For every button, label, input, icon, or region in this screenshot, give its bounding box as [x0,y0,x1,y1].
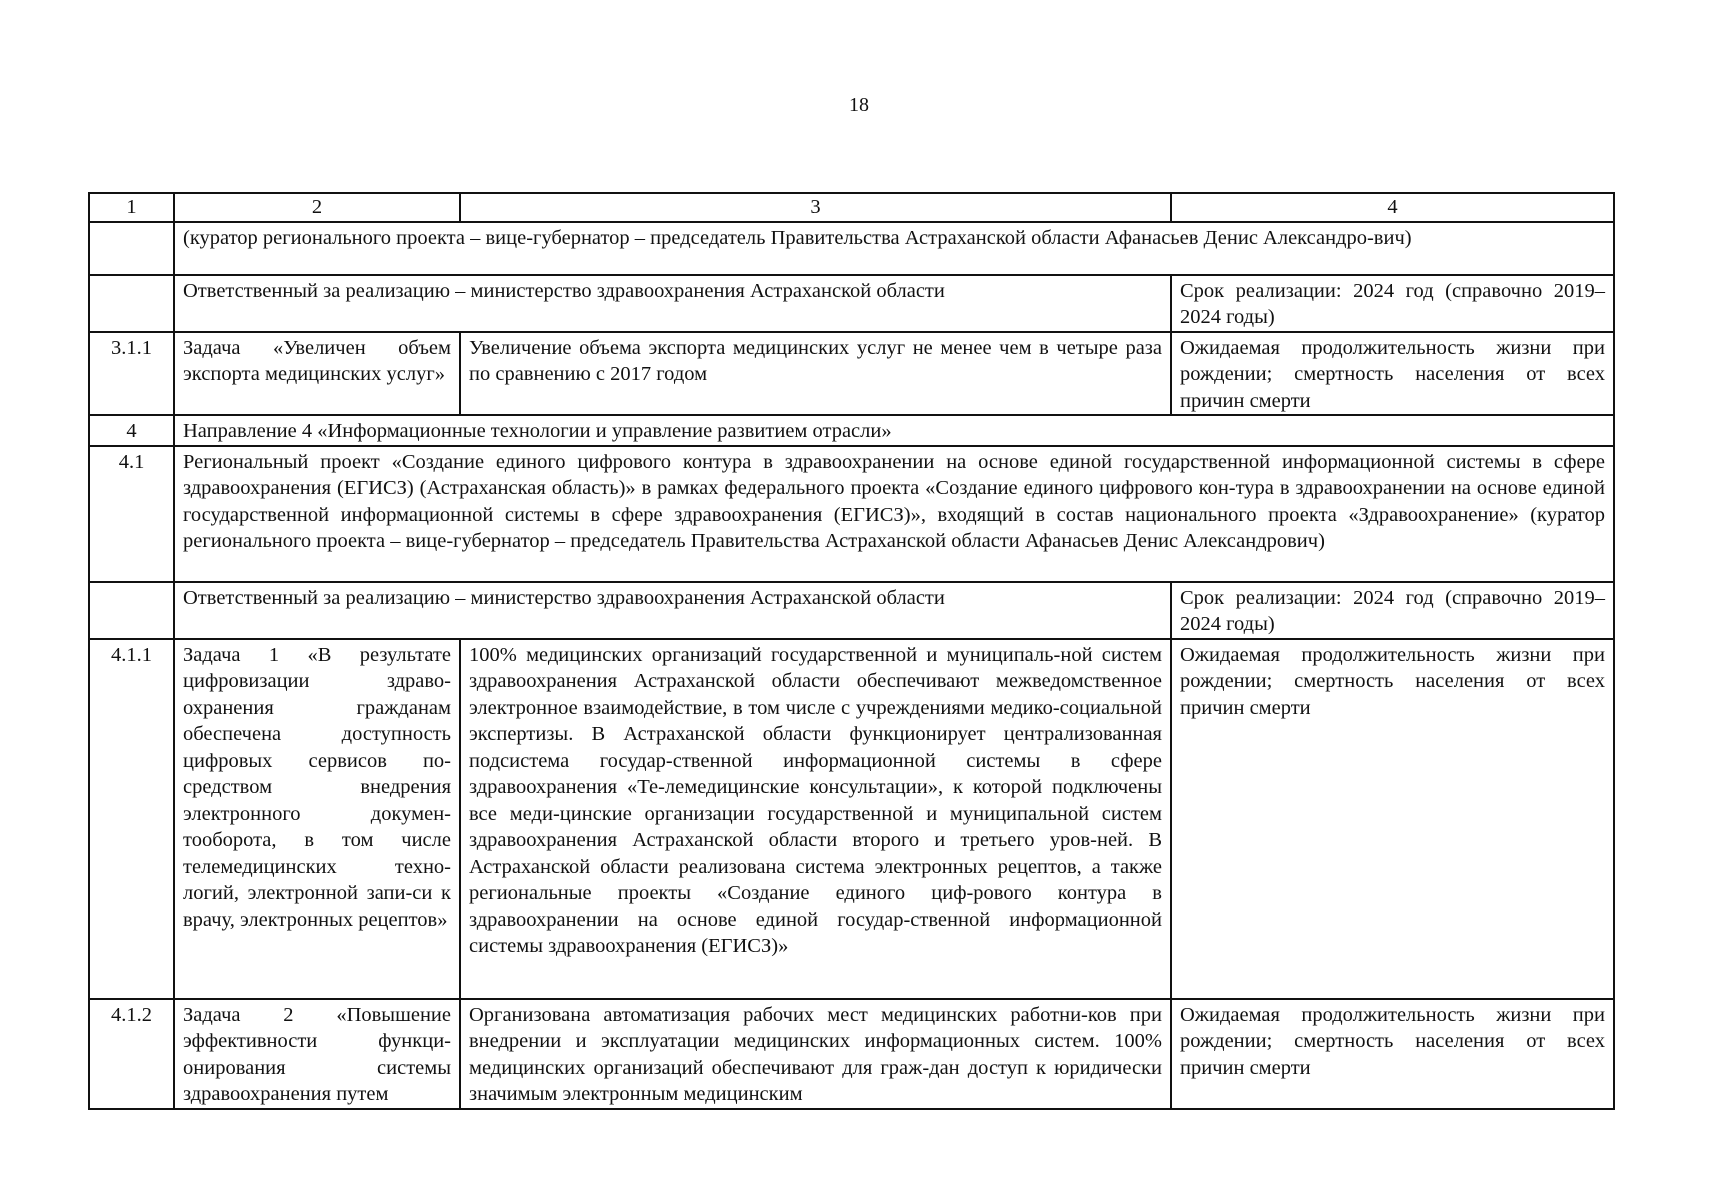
table-row [89,275,1614,332]
curator-text: (куратор регионального проекта – вице-губернатор – председатель Правительства Астраханской области Афанасьев Денис Александро-вич) [174,222,1614,275]
row-number [89,582,174,639]
result-text: 100% медицинских организаций государственной и муниципаль-ной систем здравоохранения Астраханской области обеспечивают межведомственное электронное взаимодействие, в том числе с учреждениями медико-социальной экспертизы. В Астраханской области функционирует централизованная подсистема государ-ственной информационной системы в сфере здравоохранения «Те-лемедицинские консультации», к которой подключены все меди-цинские организации государственной и муниципальной систем здравоохранения Астраханской области второго и третьего уров-ней. В Астраханской области реализована система электронных рецептов, а также региональные проекты «Создание единого циф-рового контура в здравоохранении на основе единой государ-ственной информационной системы здравоохранения (ЕГИСЗ)» [460,639,1171,999]
indicator-text: Ожидаемая продолжительность жизни при рождении; смертность населения от всех причин смерти [1171,639,1614,999]
column-header: 1 [89,193,174,222]
responsible-text: Ответственный за реализацию – министерство здравоохранения Астраханской области [174,582,1171,639]
table-row [89,582,1614,639]
column-header: 4 [1171,193,1614,222]
row-number: 4.1 [89,446,174,582]
row-number: 4.1.2 [89,999,174,1109]
responsible-text: Ответственный за реализацию – министерство здравоохранения Астраханской области [174,275,1171,332]
task-text: Задача «Увеличен объем экспорта медицинских услуг» [174,332,460,416]
page-number: 18 [849,94,869,116]
table-row [89,446,1614,582]
column-header: 2 [174,193,460,222]
table-row [89,999,1614,1109]
table-row [89,332,1614,416]
row-number [89,275,174,332]
direction-title: Направление 4 «Информационные технологии и управление развитием отрасли» [174,415,1614,446]
term-text: Срок реализации: 2024 год (справочно 2019–2024 годы) [1171,275,1614,332]
row-number: 4.1.1 [89,639,174,999]
term-text: Срок реализации: 2024 год (справочно 2019–2024 годы) [1171,582,1614,639]
result-text: Увеличение объема экспорта медицинских услуг не менее чем в четыре раза по сравнению с 2017 годом [460,332,1171,416]
column-header: 3 [460,193,1171,222]
task-text: Задача 1 «В результате цифровизации здраво-охранения гражданам обеспечена доступность цифровых сервисов по-средством внедрения электронного докумен-тооборота, в том числе телемедицинских техно-логий, электронной запи-си к врачу, электронных рецептов» [174,639,460,999]
task-text: Задача 2 «Повышение эффективности функци-онирования системы здравоохранения путем [174,999,460,1109]
table-row [89,222,1614,275]
table-header-row [89,193,1614,222]
indicator-text: Ожидаемая продолжительность жизни при рождении; смертность населения от всех причин смерти [1171,999,1614,1109]
row-number [89,222,174,275]
table-row [89,415,1614,446]
document-table [88,192,1615,1110]
row-number: 3.1.1 [89,332,174,416]
result-text: Организована автоматизация рабочих мест медицинских работни-ков при внедрении и эксплуатации медицинских информационных систем. 100% медицинских организаций обеспечивают для граж-дан доступ к юридически значимым электронным медицинским [460,999,1171,1109]
table-row [89,639,1614,999]
regional-project-text: Региональный проект «Создание единого цифрового контура в здравоохранении на основе единой государственной информационной системы в сфере здравоохранения (ЕГИСЗ) (Астраханская область)» в рамках федерального проекта «Создание единого цифрового кон-тура в здравоохранении на основе единой государственной информационной системы в сфере здравоохранения (ЕГИСЗ)», входящий в состав национального проекта «Здравоохранение» (куратор регионального проекта – вице-губернатор – председатель Правительства Астраханской области Афанасьев Денис Александрович) [174,446,1614,582]
row-number: 4 [89,415,174,446]
indicator-text: Ожидаемая продолжительность жизни при рождении; смертность населения от всех причин смерти [1171,332,1614,416]
